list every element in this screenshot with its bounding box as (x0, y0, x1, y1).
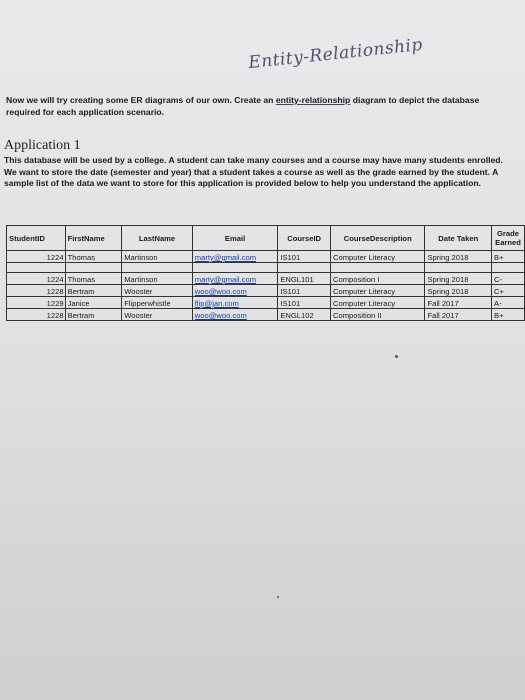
cell-email: marty@gmail.com (192, 273, 278, 285)
cell-date-taken: Spring 2018 (425, 285, 492, 297)
cell-course-id: IS101 (278, 251, 331, 263)
handwritten-title: Entity-Relationship (247, 34, 424, 74)
cell-student-id: 1228 (7, 309, 66, 321)
cell-date-taken: Spring 2018 (425, 251, 492, 263)
cell-email: woo@woo.com (192, 309, 278, 321)
cell-last-name: Wooster (122, 309, 193, 321)
cell-student-id: 1224 (7, 251, 66, 263)
table-row (7, 297, 525, 309)
cell-student-id: 1224 (7, 273, 66, 285)
table-row (7, 251, 525, 263)
table-row (7, 273, 525, 285)
header-student-id: StudentID (7, 226, 66, 251)
header-first-name: FirstName (65, 226, 122, 251)
table-row (7, 285, 525, 297)
header-grade-earned: Grade Earned (492, 226, 525, 251)
sample-data-table-wrapper (6, 225, 525, 321)
cell-email: marty@gmail.com (192, 251, 278, 263)
cell-course-description: Computer Literacy (331, 251, 425, 263)
cell-email: flip@jan.com (192, 297, 278, 309)
cell-grade: C- (492, 273, 525, 285)
cell-course-id: IS101 (278, 285, 331, 297)
cell-last-name: Wooster (122, 285, 193, 297)
cell-grade: B+ (492, 251, 525, 263)
header-last-name: LastName (122, 226, 193, 251)
cell-first-name: Bertram (65, 285, 122, 297)
cell-last-name: Martinson (122, 251, 193, 263)
cell-student-id: 1229 (7, 297, 66, 309)
cell-grade: C+ (492, 285, 525, 297)
cell-first-name: Thomas (65, 251, 122, 263)
cell-last-name: Flipperwhistle (122, 297, 193, 309)
cell-course-id: IS101 (278, 297, 331, 309)
table-row (7, 309, 525, 321)
cell-date-taken: Fall 2017 (425, 297, 492, 309)
cell-grade: A- (492, 297, 525, 309)
ink-speck (277, 596, 279, 598)
cell-first-name: Bertram (65, 309, 122, 321)
cell-course-description: Composition II (331, 309, 425, 321)
intro-text-after: diagram to depict the database required for each application scenario. (6, 95, 480, 117)
table-header-row (7, 226, 525, 251)
table-spacer-row (7, 263, 525, 273)
application-title: Application 1 (4, 138, 81, 153)
cell-first-name: Thomas (65, 273, 122, 285)
header-course-description: CourseDescription (331, 226, 425, 251)
ink-speck (395, 355, 398, 358)
cell-course-description: Computer Literacy (331, 285, 425, 297)
application-description: This database will be used by a college. A student can take many courses and a course may have many students enrolled. We want to store the date (semester and year) that a student takes a course as well as the grade earned by the student. A sample list of the data we want to store for this application is provided below to help you understand the application. (4, 155, 503, 188)
cell-email: woo@woo.com (192, 285, 278, 297)
cell-course-id: ENGL101 (278, 273, 331, 285)
cell-student-id: 1228 (7, 285, 66, 297)
cell-grade: B+ (492, 309, 525, 321)
cell-first-name: Janice (65, 297, 122, 309)
header-email: Email (192, 226, 278, 251)
header-course-id: CourseID (278, 226, 331, 251)
sample-data-table (6, 225, 525, 321)
cell-date-taken: Spring 2018 (425, 273, 492, 285)
header-date-taken: Date Taken (425, 226, 492, 251)
cell-course-description: Computer Literacy (331, 297, 425, 309)
intro-paragraph (6, 94, 511, 118)
intro-text-before: Now we will try creating some ER diagrams of our own. Create an (6, 95, 276, 105)
cell-date-taken: Fall 2017 (425, 309, 492, 321)
cell-last-name: Martinson (122, 273, 193, 285)
intro-underlined-term: entity-relationship (275, 95, 351, 105)
cell-course-id: ENGL102 (278, 309, 331, 321)
cell-course-description: Composition I (331, 273, 425, 285)
